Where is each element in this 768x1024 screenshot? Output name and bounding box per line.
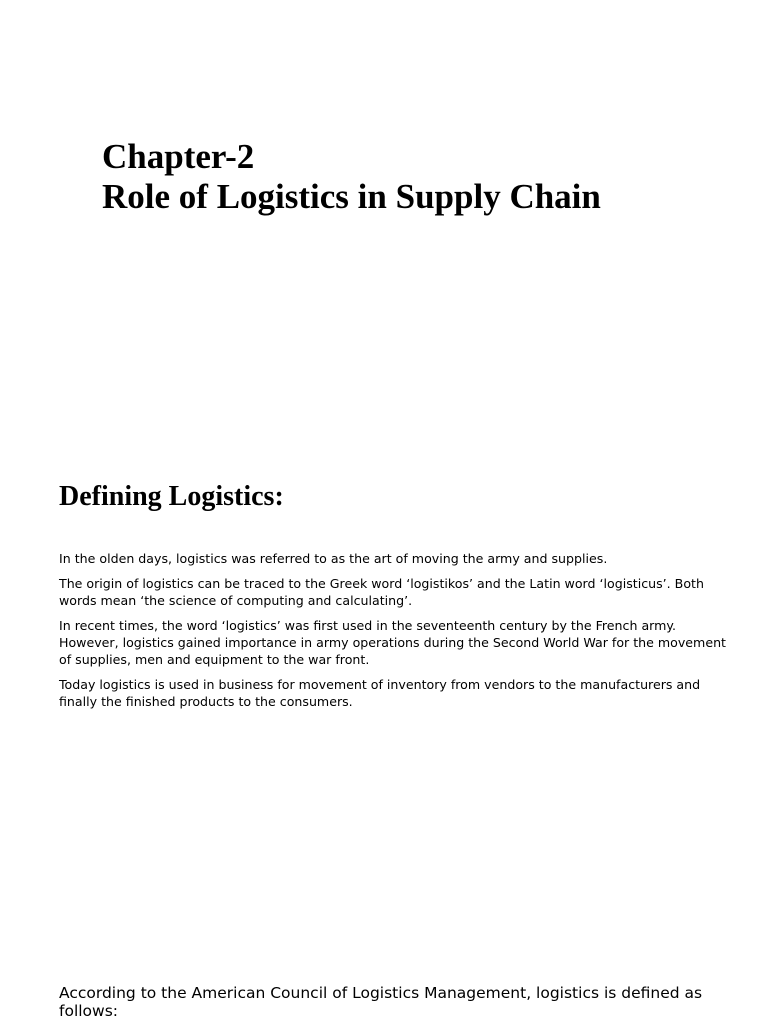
paragraph: In recent times, the word ‘logistics’ was first used in the seventeenth century by the French army. However, logistics gained importance in army operations during the Second World War for the movement of supplies, men and equipment to the war front. (59, 618, 726, 667)
paragraph: Today logistics is used in business for movement of inventory from vendors to the manufacturers and finally the finished products to the consumers. (59, 677, 701, 709)
chapter-number: Chapter-2 (102, 137, 255, 176)
section-heading: Defining Logistics: (59, 481, 284, 512)
paragraph: The origin of logistics can be traced to the Greek word ‘logistikos’ and the Latin word ‘logisticus’. Both words mean ‘the science of computing and calculating’. (59, 576, 704, 608)
chapter-title: Role of Logistics in Supply Chain (102, 177, 601, 216)
definition-intro: According to the American Council of Logistics Management, logistics is defined as follows: (59, 984, 703, 1020)
section-body (59, 550, 739, 718)
paragraph: In the olden days, logistics was referred to as the art of moving the army and supplies. (59, 551, 608, 566)
chapter-heading (102, 137, 601, 217)
